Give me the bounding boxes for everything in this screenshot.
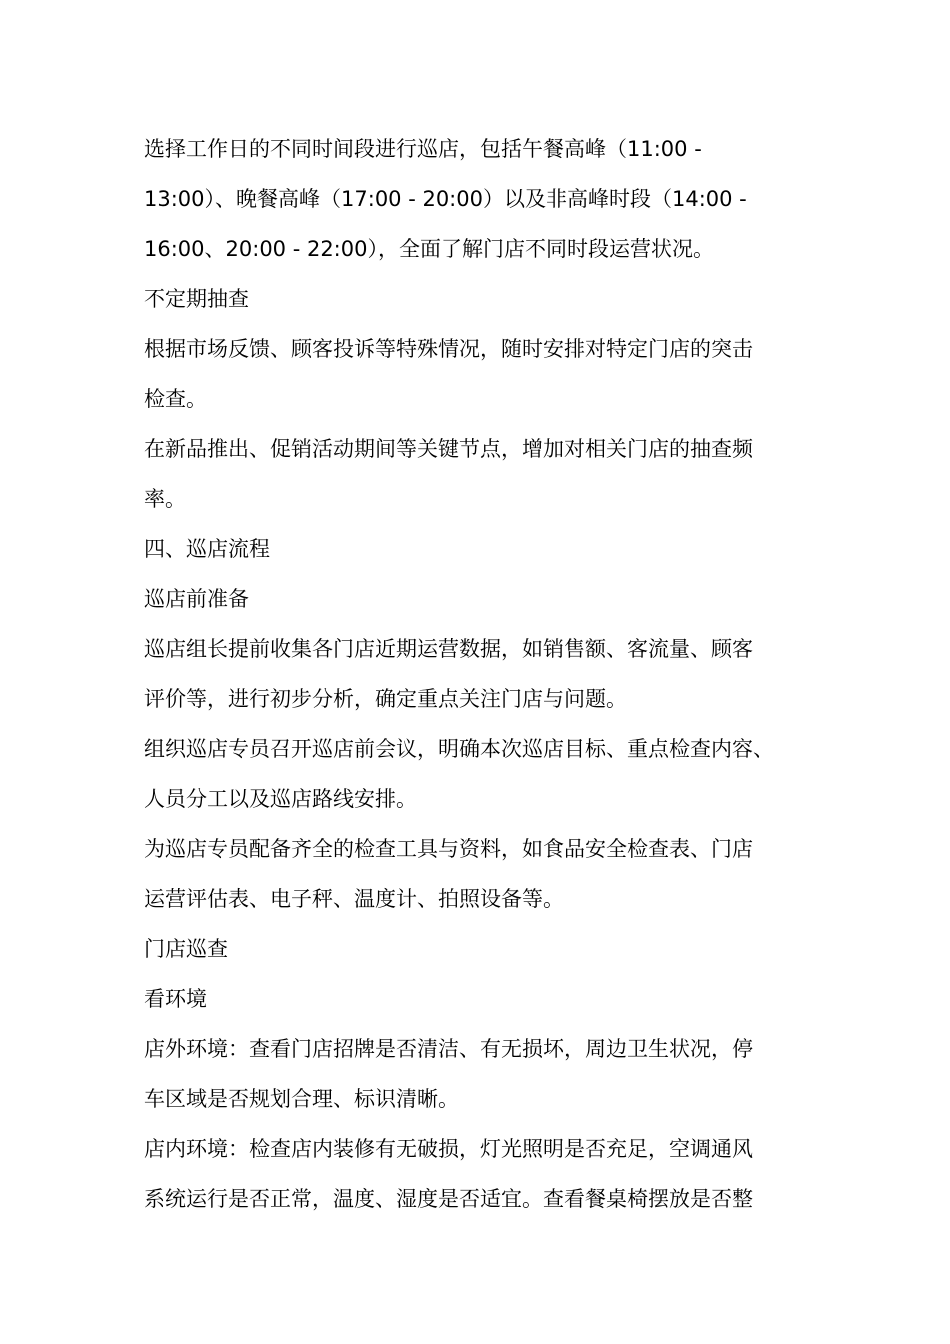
section-heading: 看环境 (144, 987, 207, 1011)
paragraph-line: 16:00、20:00 - 22:00），全面了解门店不同时段运营状况。 (144, 237, 714, 261)
paragraph-line: 率。 (144, 487, 186, 511)
paragraph-line: 检查。 (144, 387, 207, 411)
section-heading: 不定期抽查 (144, 287, 249, 311)
paragraph-line: 13:00）、晚餐高峰（17:00 - 20:00）以及非高峰时段（14:00 - (144, 187, 747, 211)
paragraph-line: 组织巡店专员召开巡店前会议，明确本次巡店目标、重点检查内容、 (144, 737, 774, 761)
paragraph-line: 巡店组长提前收集各门店近期运营数据，如销售额、客流量、顾客 (144, 637, 753, 661)
paragraph-line: 店内环境：检查店内装修有无破损，灯光照明是否充足，空调通风 (144, 1137, 753, 1161)
section-heading: 巡店前准备 (144, 587, 249, 611)
paragraph-line: 车区域是否规划合理、标识清晰。 (144, 1087, 459, 1111)
paragraph-line: 为巡店专员配备齐全的检查工具与资料，如食品安全检查表、门店 (144, 837, 753, 861)
paragraph-line: 店外环境：查看门店招牌是否清洁、有无损坏，周边卫生状况，停 (144, 1037, 753, 1061)
paragraph-line: 人员分工以及巡店路线安排。 (144, 787, 417, 811)
paragraph-line: 系统运行是否正常，温度、湿度是否适宜。查看餐桌椅摆放是否整 (144, 1187, 753, 1211)
section-heading: 门店巡查 (144, 937, 228, 961)
paragraph-line: 评价等，进行初步分析，确定重点关注门店与问题。 (144, 687, 627, 711)
paragraph-line: 运营评估表、电子秤、温度计、拍照设备等。 (144, 887, 564, 911)
section-heading: 四、巡店流程 (144, 537, 270, 561)
paragraph-line: 根据市场反馈、顾客投诉等特殊情况，随时安排对特定门店的突击 (144, 337, 753, 361)
paragraph-line: 在新品推出、促销活动期间等关键节点，增加对相关门店的抽查频 (144, 437, 753, 461)
paragraph-line: 选择工作日的不同时间段进行巡店，包括午餐高峰（11:00 - (144, 137, 702, 161)
document-body (144, 124, 814, 1224)
